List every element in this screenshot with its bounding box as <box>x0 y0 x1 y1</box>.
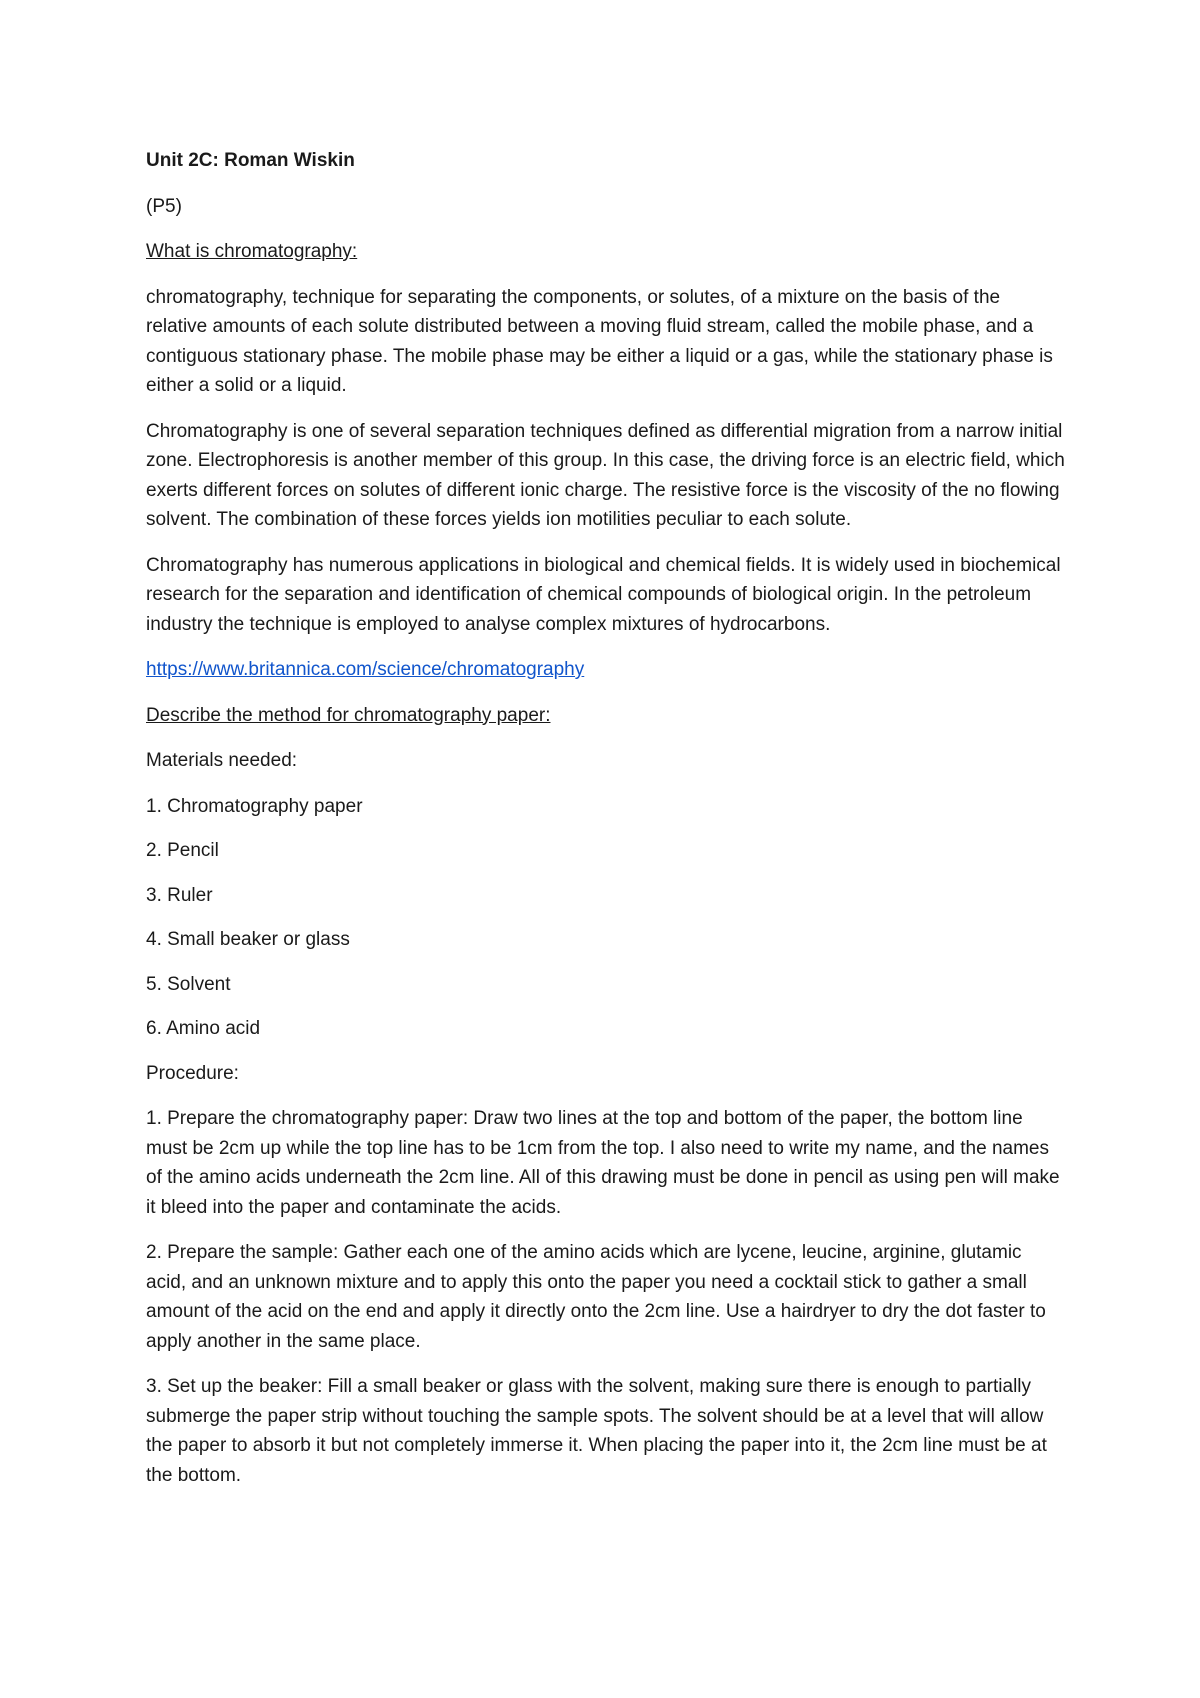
document-body <box>146 146 1066 1506</box>
document-code: (P5) <box>146 195 182 217</box>
document-title: Unit 2C: Roman Wiskin <box>146 150 355 171</box>
source-link[interactable]: https://www.britannica.com/science/chromatography <box>146 659 585 680</box>
materials-item: 5. Solvent <box>146 973 231 995</box>
heading-method: Describe the method for chromatography paper: <box>146 704 551 726</box>
materials-item: 3. Ruler <box>146 884 213 906</box>
paragraph-definition: chromatography, technique for separating the components, or solutes, of a mixture on the basis of the relative amounts of each solute distributed between a moving fluid stream, called the mobile phase, and a contiguous stationary phase. The mobile phase may be either a liquid or a gas, while the stationary phase is either a solid or a liquid. <box>146 286 1053 396</box>
materials-item: 1. Chromatography paper <box>146 795 363 817</box>
procedure-step: 1. Prepare the chromatography paper: Draw two lines at the top and bottom of the paper, the bottom line must be 2cm up while the top line has to be 1cm from the top. I also need to write my name, and the names of the amino acids underneath the 2cm line. All of this drawing must be done in pencil as using pen will make it bleed into the paper and contaminate the acids. <box>146 1108 1060 1218</box>
paragraph-applications: Chromatography has numerous applications in biological and chemical fields. It is widely used in biochemical research for the separation and identification of chemical compounds of biological origin. In the petroleum industry the technique is employed to analyse complex mixtures of hydrocarbons. <box>146 554 1061 635</box>
materials-item: 6. Amino acid <box>146 1018 261 1039</box>
procedure-step: 3. Set up the beaker: Fill a small beaker or glass with the solvent, making sure there is enough to partially submerge the paper strip without touching the sample spots. The solvent should be at a level that will allow the paper to absorb it but not completely immerse it. When placing the paper into it, the 2cm line must be at the bottom. <box>146 1376 1047 1486</box>
paragraph-separation-techniques: Chromatography is one of several separation techniques defined as differential migration from a narrow initial zone. Electrophoresis is another member of this group. In this case, the driving force is an electric field, which exerts different forces on solutes of different ionic charge. The resistive force is the viscosity of the no flowing solvent. The combination of these forces yields ion motilities peculiar to each solute. <box>146 420 1065 530</box>
materials-label: Materials needed: <box>146 750 298 771</box>
materials-item: 4. Small beaker or glass <box>146 929 350 950</box>
procedure-step: 2. Prepare the sample: Gather each one of the amino acids which are lycene, leucine, arginine, glutamic acid, and an unknown mixture and to apply this onto the paper you need a cocktail stick to gather a small amount of the acid on the end and apply it directly onto the 2cm line. Use a hairdryer to dry the dot faster to apply another in the same place. <box>146 1242 1046 1352</box>
procedure-label: Procedure: <box>146 1062 239 1084</box>
materials-item: 2. Pencil <box>146 840 219 861</box>
heading-what-is-chromatography: What is chromatography: <box>146 241 358 262</box>
